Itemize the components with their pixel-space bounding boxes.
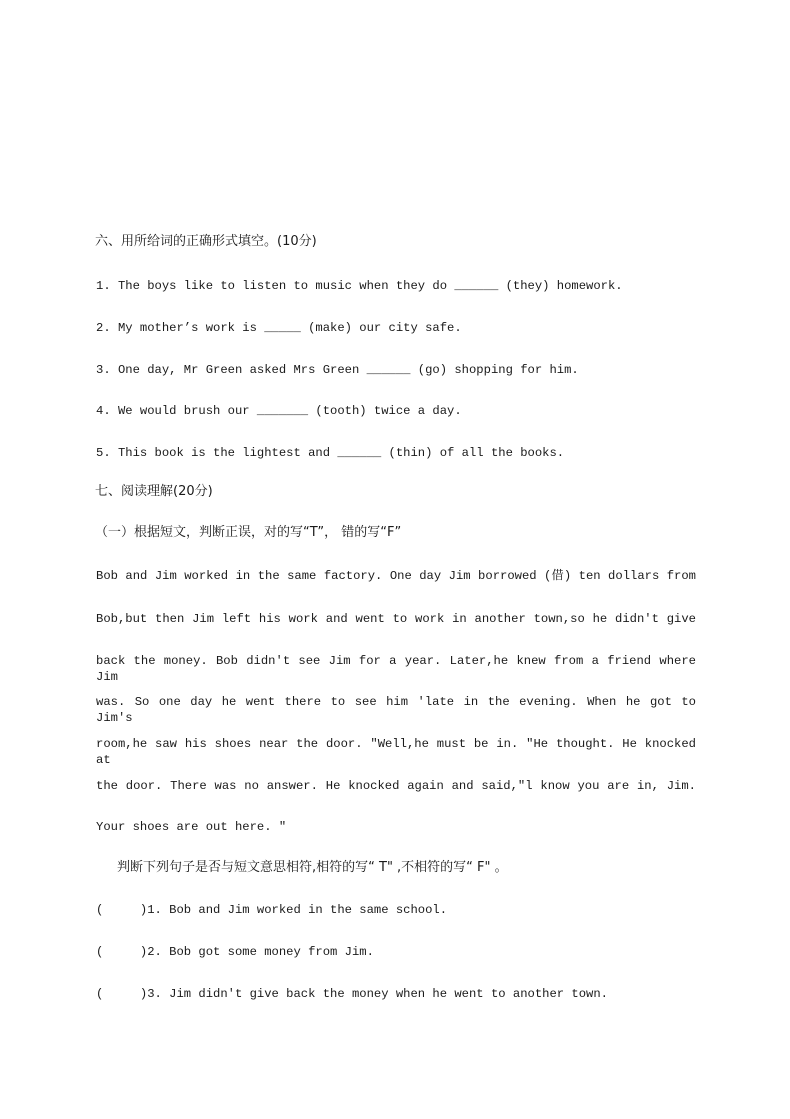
passage-line: the door. There was no answer. He knocked again and said,"l know you are in, Jim. — [96, 779, 696, 793]
judge-question-2: ( )2. Bob got some money from Jim. — [96, 945, 374, 959]
passage-line: Bob,but then Jim left his work and went to work in another town,so he didn't give — [96, 612, 696, 626]
fill-item-3: 3. One day, Mr Green asked Mrs Green ______ (go) shopping for him. — [96, 363, 579, 377]
passage-line: was. So one day he went there to see him 'late in the evening. When he got to Jim's — [96, 695, 696, 725]
passage-line: room,he saw his shoes near the door. "Well,he must be in. "He thought. He knocked at — [96, 737, 696, 767]
fill-item-2: 2. My mother’s work is _____ (make) our city safe. — [96, 321, 462, 335]
fill-item-5: 5. This book is the lightest and ______ (thin) of all the books. — [96, 446, 565, 460]
fill-item-4: 4. We would brush our _______ (tooth) twice a day. — [96, 404, 462, 418]
part-1-instruction: （一）根据短文，判断正误，对的写“T”， 错的写“F” — [95, 525, 402, 540]
judge-question-3: ( )3. Jim didn't give back the money when he went to another town. — [96, 987, 608, 1001]
judge-instruction: 判断下列句子是否与短文意思相符,相符的写“ T" ,不相符的写“ F" 。 — [117, 860, 508, 875]
passage-line: back the money. Bob didn't see Jim for a year. Later,he knew from a friend where Jim — [96, 654, 696, 684]
passage-line: Your shoes are out here. " — [96, 820, 287, 834]
judge-question-1: ( )1. Bob and Jim worked in the same school. — [96, 903, 448, 917]
section-6-title: 六、用所给词的正确形式填空。(10分) — [95, 234, 317, 249]
passage-line: Bob and Jim worked in the same factory. One day Jim borrowed (借) ten dollars from — [96, 569, 696, 583]
section-7-title: 七、阅读理解(20分) — [95, 484, 213, 499]
fill-item-1: 1. The boys like to listen to music when they do ______ (they) homework. — [96, 279, 623, 293]
